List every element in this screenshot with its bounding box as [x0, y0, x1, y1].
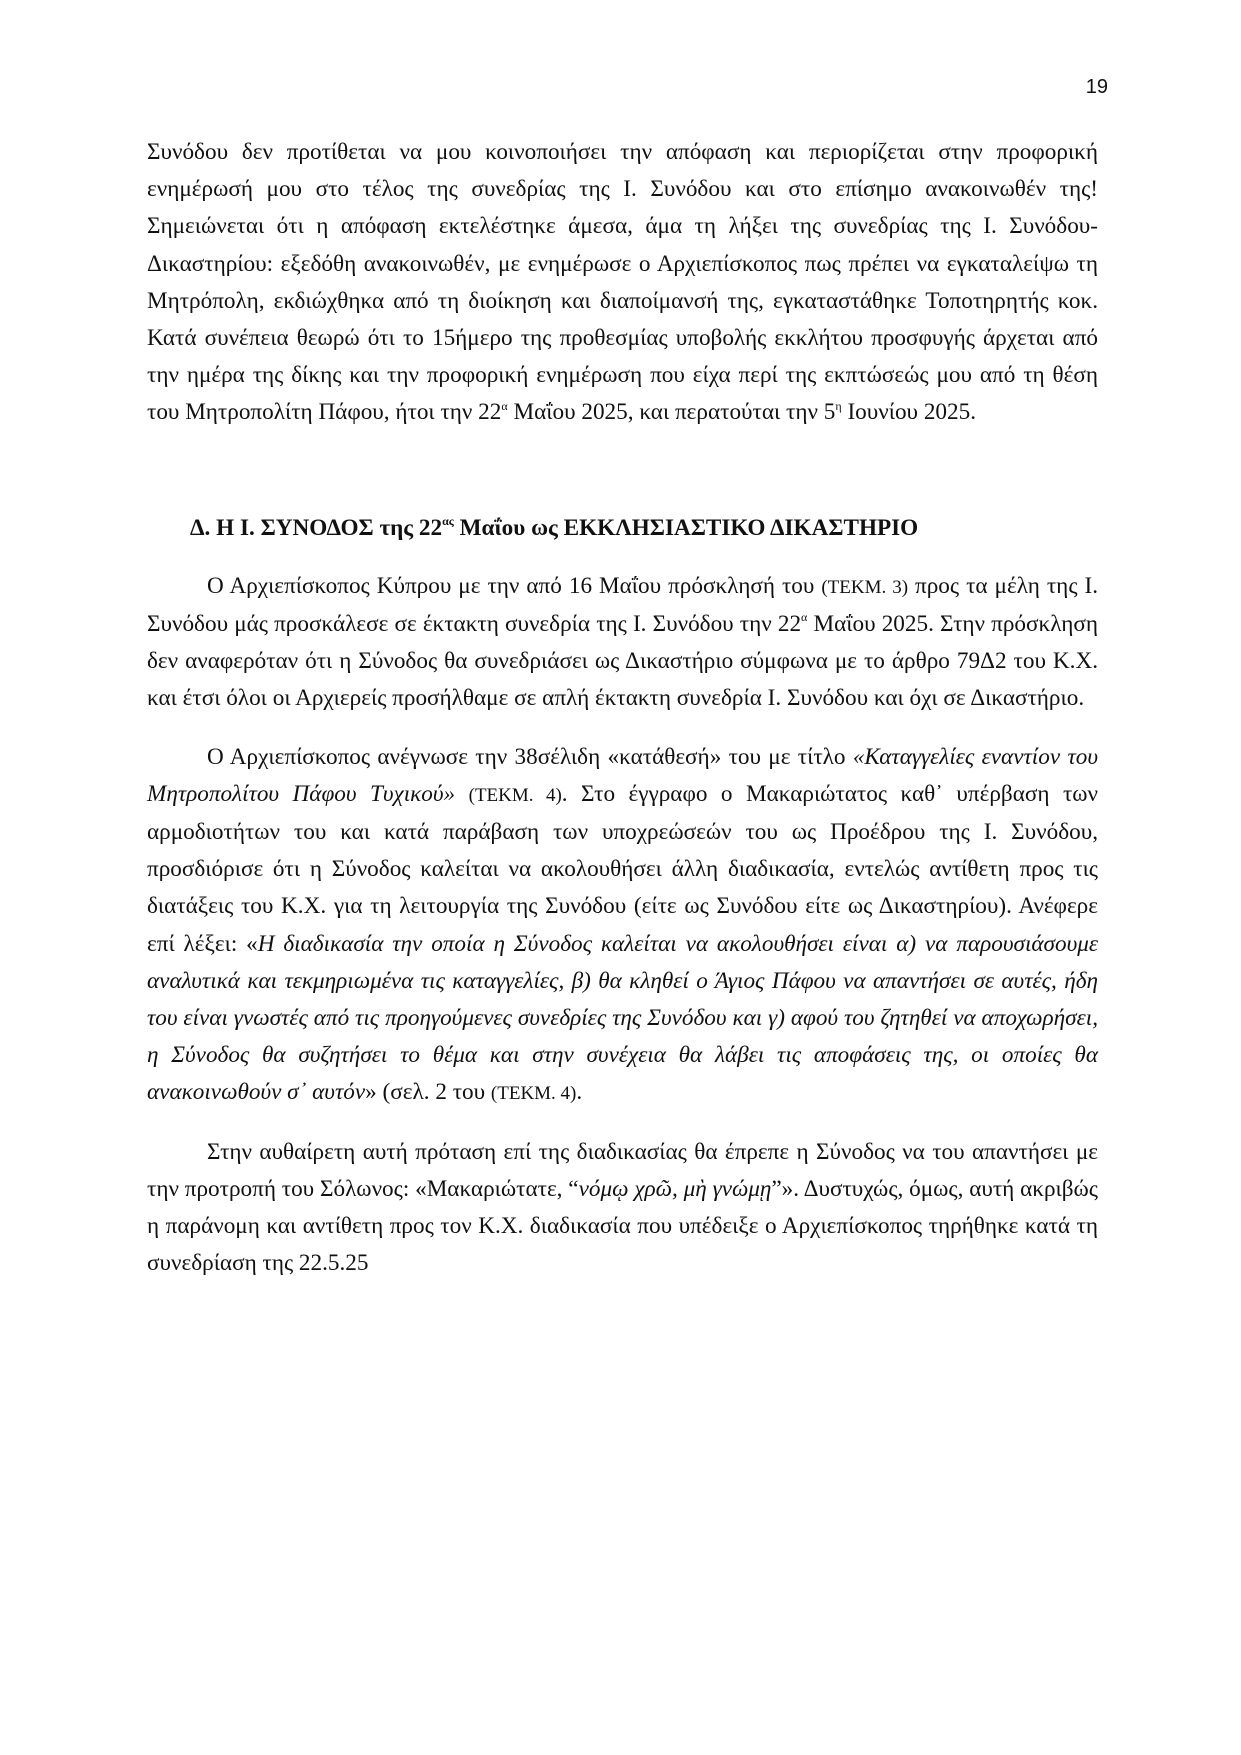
- paragraph-text: Ιουνίου 2025.: [841, 399, 976, 426]
- exhibit-reference: (ΤΕΚΜ. 4): [468, 784, 562, 806]
- paragraph-text: » (σελ. 2 του: [365, 1079, 491, 1106]
- paragraph-text: προς τα μέλη της Ι. Συνόδου μάς προσκάλεσε σε έκτακτη συνεδρία της Ι. Συνόδου την 22: [147, 572, 1099, 638]
- document-title-quote: «Καταγγελίες εναντίον του Μητροπολίτου Πάφου Τυχικού»: [147, 743, 1098, 807]
- page-number: 19: [1085, 76, 1108, 98]
- paragraph-3: [147, 1134, 1098, 1283]
- paragraph-text: .: [576, 1079, 583, 1106]
- solon-quote: νόμῳ χρῶ, μὴ γνώμῃ: [578, 1175, 772, 1202]
- ordinal-superscript: η: [835, 398, 842, 413]
- document-body: [147, 134, 1098, 1282]
- paragraph-text: Συνόδου δεν προτίθεται να μου κοινοποιήσει την απόφαση και περιορίζεται στην προφορική ενημέρωσή μου στο τέλος της συνεδρίας της Ι. Συνόδου και στο επίσημο ανακοινωθέν της! Σημειώνεται ότι η απόφαση εκτελέστηκε άμεσα, άμα τη λήξει της συνεδρίας της Ι. Συνόδου-Δικαστηρίου: εξεδόθη ανακοινωθέν, με ενημέρωσε ο Αρχιεπίσκοπος πως πρέπει να εγκαταλείψω τη Μητρόπολη, εκδιώχθηκα από τη διοίκηση και διαποίμανσή της, εγκαταστάθηκε Τοποτηρητής κοκ. Κατά συνέπεια θεωρώ ότι το 15ήμερο της προθεσμίας υποβολής εκκλήτου προσφυγής άρχεται από την ημέρα της δίκης και την προφορική ενημέρωση που είχα περί της εκπτώσεώς μου από τη θέση του Μητροπολίτη Πάφου, ήτοι την 22: [147, 139, 1098, 426]
- paragraph-text: Ο Αρχιεπίσκοπος Κύπρου με την από 16 Μαΐου πρόσκλησή του: [207, 572, 822, 599]
- paragraph-text: ”». Δυστυχώς, όμως, αυτή ακριβώς η παράνομη και αντίθετη προς τον Κ.Χ. διαδικασία που υπέδειξε ο Αρχιεπίσκοπος τηρήθηκε κατά τη συνεδρίαση της 22.5.25: [147, 1175, 1098, 1277]
- paragraph-intro-continuation: [147, 134, 1098, 432]
- paragraph-text: Στην αυθαίρετη αυτή πρόταση επί της διαδικασίας θα έπρεπε η Σύνοδος να του απαντήσει με την προτροπή του Σόλωνος: «Μακαριώτατε, “: [147, 1138, 1098, 1202]
- heading-text: Μαΐου ως ΕΚΚΛΗΣΙΑΣΤΙΚΟ ΔΙΚΑΣΤΗΡΙΟ: [453, 514, 919, 541]
- exhibit-reference: (ΤΕΚΜ. 3): [821, 576, 909, 598]
- paragraph-1: [147, 568, 1098, 718]
- section-heading-d: [190, 510, 1098, 547]
- paragraph-2: [147, 739, 1098, 1113]
- paragraph-text: Μαΐου 2025. Στην πρόσκληση δεν αναφερόταν ότι η Σύνοδος θα συνεδριάσει ως Δικαστήριο σύμφωνα με το άρθρο 79Δ2 του Κ.Χ. και έτσι όλοι οι Αρχιερείς προσήλθαμε σε απλή έκτακτη συνεδρία Ι. Συνόδου και όχι σε Δικαστήριο.: [147, 611, 1098, 712]
- paragraph-text: Ο Αρχιεπίσκοπος ανέγνωσε την 38σέλιδη «κατάθεσή» του με τίτλο: [207, 743, 853, 770]
- paragraph-text: Μαΐου 2025, και περατούται την 5: [507, 399, 836, 426]
- ordinal-superscript: α: [801, 610, 808, 625]
- ordinal-superscript: ας: [442, 513, 454, 528]
- ordinal-superscript: α: [501, 398, 508, 413]
- heading-text: Δ. Η Ι. ΣΥΝΟΔΟΣ της 22: [190, 514, 443, 541]
- paragraph-text: [455, 781, 468, 807]
- paragraph-text: . Στο έγγραφο ο Μακαριώτατος καθ᾽ υπέρβαση των αρμοδιοτήτων του και κατά παράβαση των υποχρεώσεών του ως Προέδρου της Ι. Συνόδου, προσδιόρισε ότι η Σύνοδος καλείται να ακολουθήσει άλλη διαδικασία, εντελώς αντίθετη προς τις διατάξεις του Κ.Χ. για τη λειτουργία της Συνόδου (είτε ως Συνόδου είτε ως Δικαστηρίου). Ανέφερε επί λέξει: «: [147, 780, 1099, 957]
- verbatim-quote: Η διαδικασία την οποία η Σύνοδος καλείται να ακολουθήσει είναι α) να παρουσιάσουμε αναλυτικά και τεκμηριωμένα τις καταγγελίες, β) θα κληθεί ο Άγιος Πάφου να απαντήσει σε αυτές, ήδη του είναι γνωστές από τις προηγούμενες συνεδρίες της Συνόδου και γ) αφού του ζητηθεί να αποχωρήσει, η Σύνοδος θα συζητήσει το θέμα και στην συνέχεια θα λάβει τις αποφάσεις της, οι οποίες θα ανακοινωθούν σ᾽ αυτόν: [147, 930, 1098, 1106]
- exhibit-reference: (ΤΕΚΜ. 4): [490, 1083, 577, 1105]
